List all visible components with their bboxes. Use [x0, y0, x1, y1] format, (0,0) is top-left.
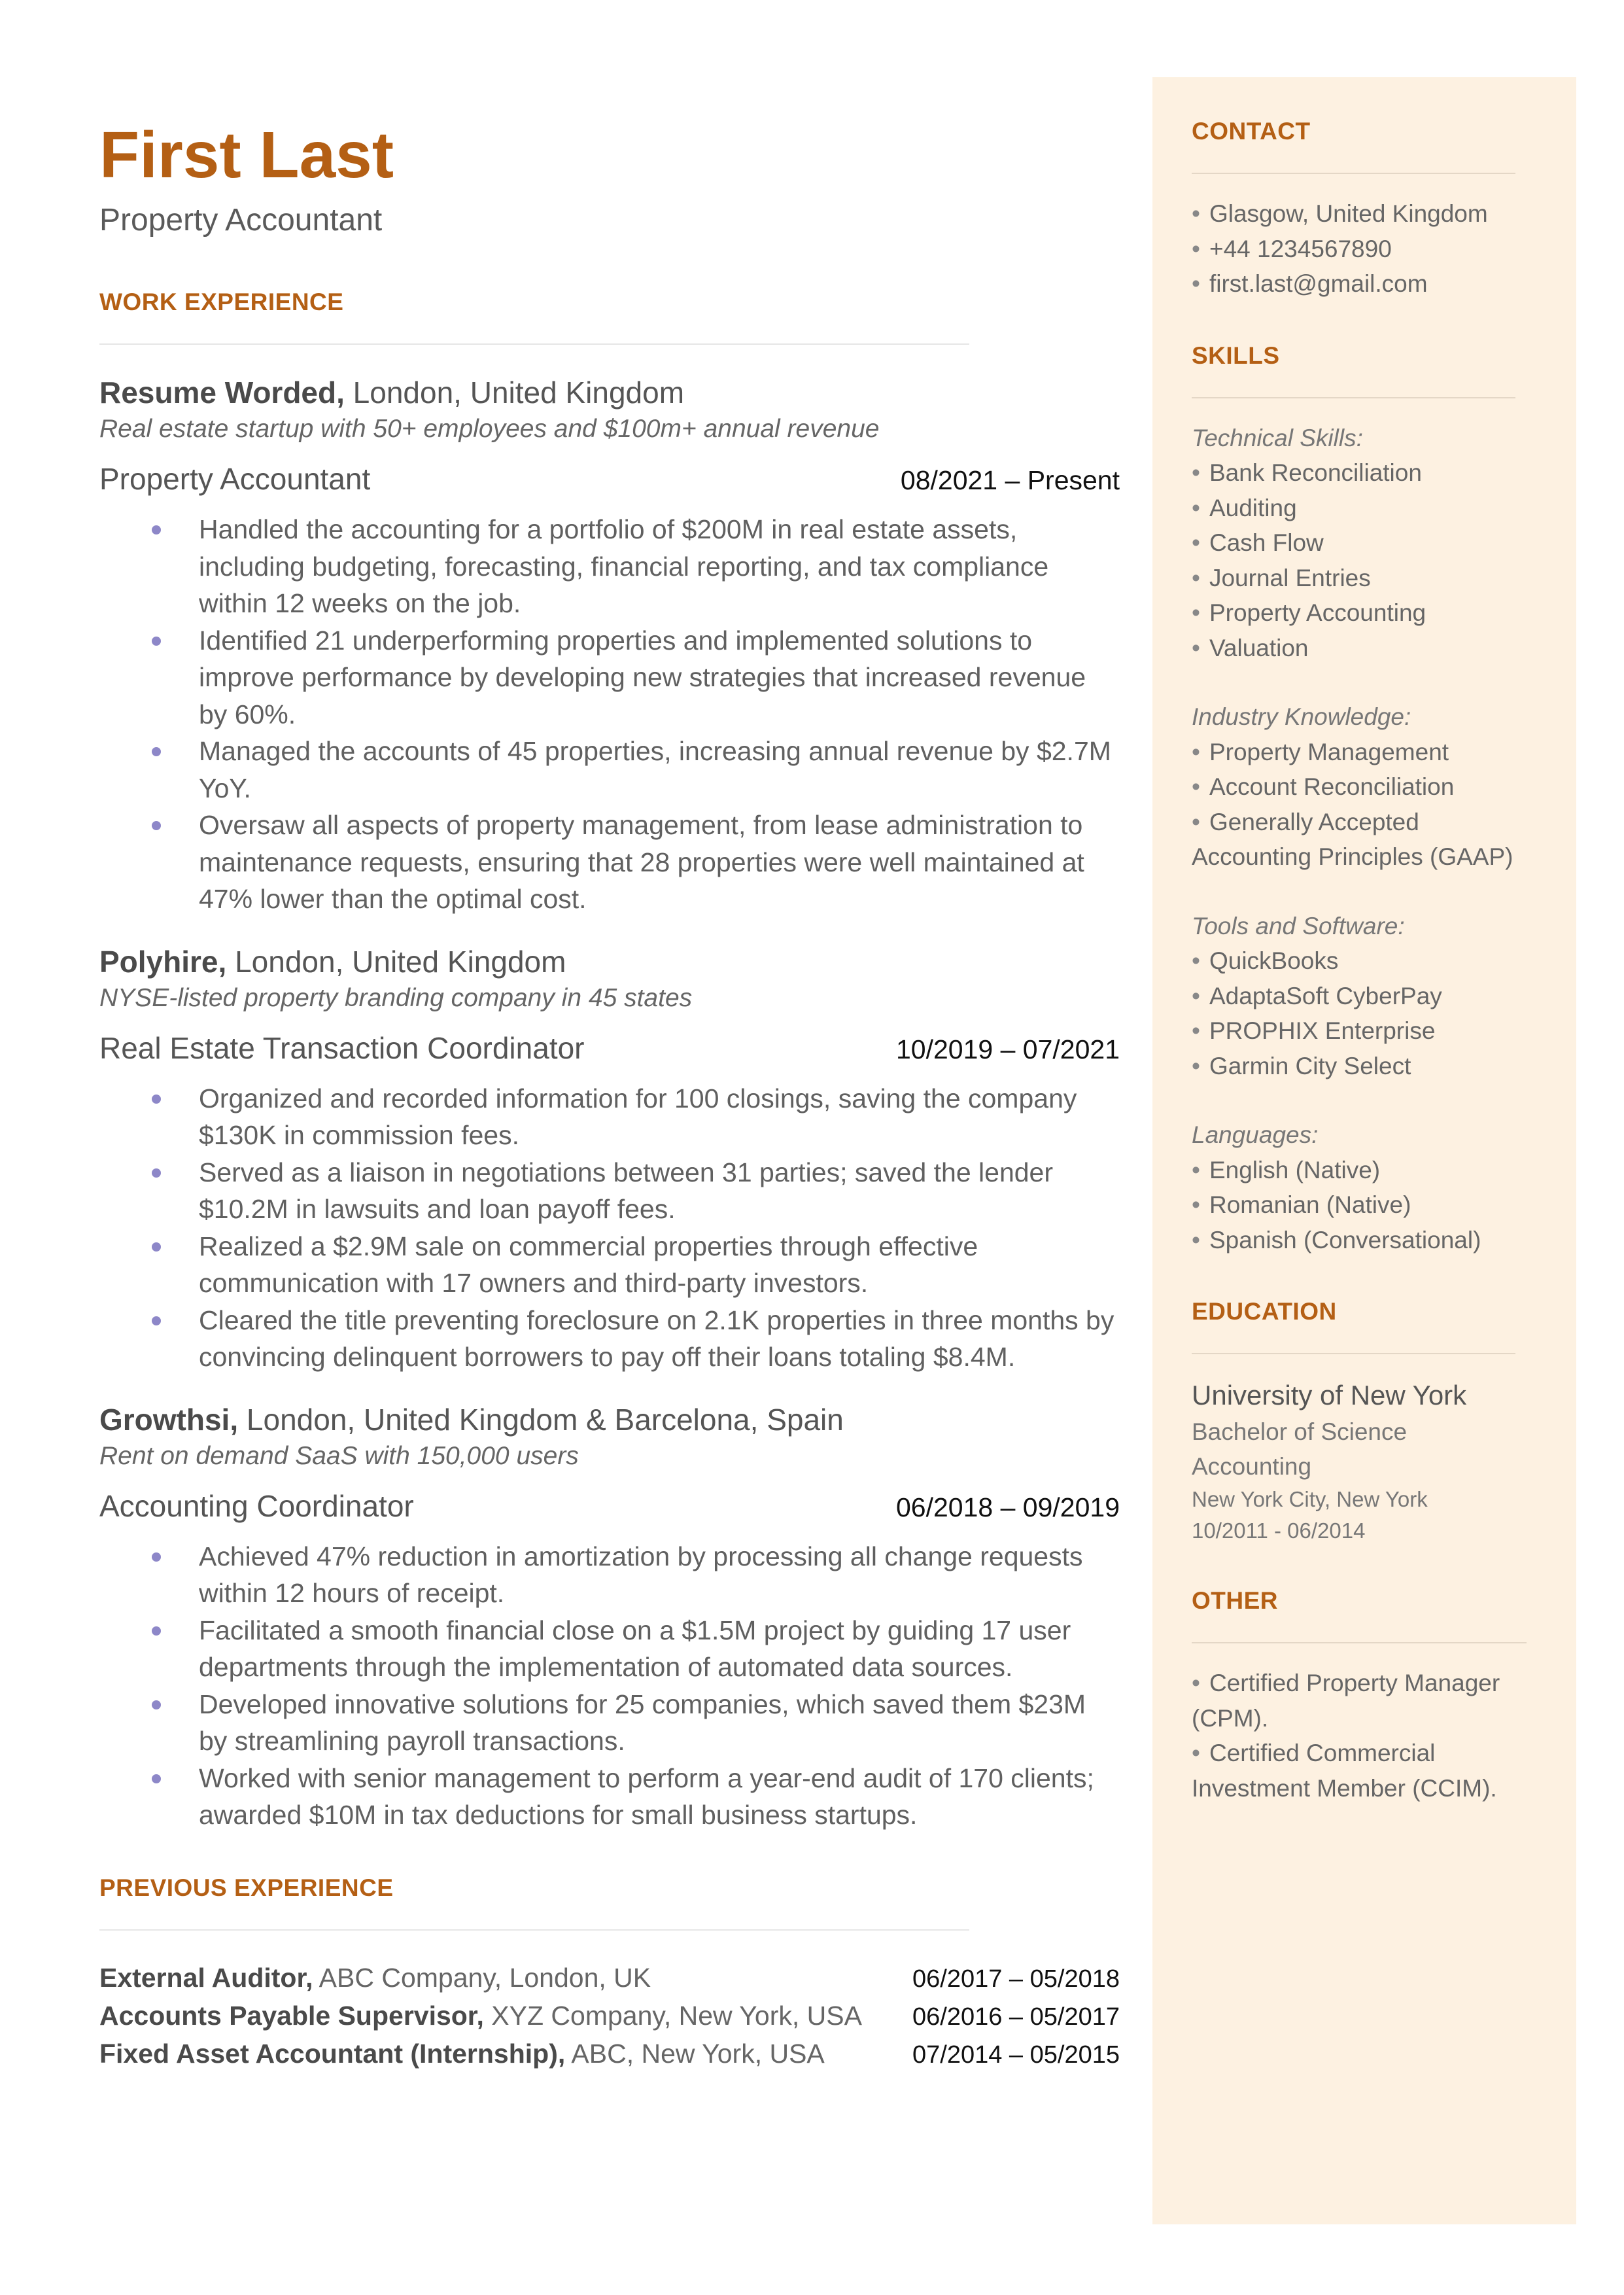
- job-dates: 08/2021 – Present: [900, 465, 1120, 495]
- previous-list: [99, 1959, 1120, 2073]
- candidate-title: Property Accountant: [99, 203, 383, 237]
- sidebar-content: [1192, 116, 1538, 1806]
- job-company-line: [99, 1401, 1120, 1439]
- section-divider: [1192, 1642, 1527, 1643]
- skill-item: [1192, 561, 1538, 596]
- skill-item: [1192, 491, 1538, 526]
- other-list: [1192, 1666, 1538, 1806]
- skill-text: Property Accounting: [1209, 599, 1426, 626]
- skill-text: QuickBooks: [1209, 947, 1339, 974]
- education-section: [1192, 1297, 1538, 1547]
- contact-phone: [1192, 232, 1538, 267]
- other-item: [1192, 1666, 1538, 1736]
- bullet-icon: •: [1192, 564, 1200, 591]
- job-company-line: [99, 374, 1120, 412]
- sidebar: [1152, 77, 1576, 2224]
- section-divider: [99, 1929, 969, 1931]
- previous-title: External Auditor,: [99, 1962, 313, 1993]
- job-bullet: [99, 807, 1120, 918]
- skill-category: Languages:: [1192, 1121, 1319, 1148]
- previous-detail: ABC, New York, USA: [565, 2038, 825, 2069]
- job-bullet-text: Oversaw all aspects of property management, from lease administration to maintenance requests, ensuring that 28 properties were well maintained at 47% lower than the optimal cost.: [199, 810, 1084, 914]
- job-bullet: [99, 1760, 1120, 1834]
- job-location: London, United Kingdom: [226, 944, 566, 979]
- job-bullet-text: Developed innovative solutions for 25 companies, which saved them $23M by streamlining payroll transactions.: [199, 1689, 1086, 1756]
- skill-group-industry: [1192, 699, 1538, 875]
- bullet-dot-icon: [152, 1626, 161, 1636]
- job-bullets: [99, 1080, 1120, 1376]
- job-role: Accounting Coordinator: [99, 1488, 414, 1523]
- job-bullet-text: Organized and recorded information for 100 closings, saving the company $130K in commission fees.: [199, 1083, 1077, 1150]
- job-bullet: [99, 1080, 1120, 1154]
- contact-location-text: Glasgow, United Kingdom: [1209, 200, 1488, 227]
- candidate-name: First Last: [99, 118, 394, 192]
- education-location: New York City, New York: [1192, 1487, 1428, 1511]
- skill-item: [1192, 805, 1538, 875]
- contact-phone-text: +44 1234567890: [1209, 235, 1392, 262]
- bullet-dot-icon: [152, 1552, 161, 1562]
- bullet-icon: •: [1192, 773, 1200, 800]
- job-role: Real Estate Transaction Coordinator: [99, 1030, 585, 1065]
- job-bullet: [99, 1612, 1120, 1686]
- bullet-dot-icon: [152, 821, 161, 830]
- bullet-dot-icon: [152, 1316, 161, 1325]
- skill-text: AdaptaSoft CyberPay: [1209, 982, 1442, 1009]
- job-bullet: [99, 622, 1120, 733]
- job-bullet-text: Handled the accounting for a portfolio of $200M in real estate assets, including budgeting, forecasting, financial reporting, and tax compliance within 12 weeks on the job.: [199, 514, 1049, 618]
- skill-category: Industry Knowledge:: [1192, 703, 1411, 730]
- section-title-work: WORK EXPERIENCE: [99, 289, 344, 315]
- bullet-dot-icon: [152, 1242, 161, 1252]
- job-bullet-text: Managed the accounts of 45 properties, increasing annual revenue by $2.7M YoY.: [199, 736, 1111, 803]
- bullet-icon: •: [1192, 529, 1200, 556]
- bullet-dot-icon: [152, 1774, 161, 1783]
- bullet-icon: •: [1192, 982, 1200, 1009]
- job-bullet: [99, 1302, 1120, 1376]
- bullet-icon: •: [1192, 738, 1200, 765]
- job-bullet: [99, 1686, 1120, 1760]
- job-description: Real estate startup with 50+ employees and $100m+ annual revenue: [99, 415, 880, 443]
- bullet-dot-icon: [152, 1095, 161, 1104]
- skill-item: [1192, 979, 1538, 1014]
- work-experience-section: [99, 287, 1120, 1834]
- previous-role: [99, 1997, 862, 2034]
- bullet-icon: •: [1192, 235, 1200, 262]
- skill-text: PROPHIX Enterprise: [1209, 1017, 1436, 1044]
- skill-item: [1192, 1187, 1538, 1223]
- education-field: Accounting: [1192, 1453, 1312, 1480]
- job-location: London, United Kingdom & Barcelona, Spain: [238, 1402, 844, 1437]
- job-dates: 10/2019 – 07/2021: [896, 1034, 1120, 1064]
- bullet-icon: •: [1192, 1052, 1200, 1079]
- bullet-dot-icon: [152, 1168, 161, 1178]
- skill-text: Spanish (Conversational): [1209, 1226, 1481, 1253]
- previous-title: Accounts Payable Supervisor,: [99, 2000, 484, 2031]
- section-title-other: OTHER: [1192, 1587, 1278, 1614]
- job-bullet: [99, 1538, 1120, 1612]
- job-bullet: [99, 511, 1120, 622]
- job-bullet-text: Cleared the title preventing foreclosure on 2.1K properties in three months by convincing delinquent borrowers to pay off their loans totaling $8.4M.: [199, 1305, 1114, 1372]
- skill-text: Account Reconciliation: [1209, 773, 1455, 800]
- bullet-dot-icon: [152, 637, 161, 646]
- bullet-icon: •: [1192, 200, 1200, 227]
- skill-item: [1192, 631, 1538, 666]
- bullet-icon: •: [1192, 494, 1200, 521]
- skill-item: [1192, 455, 1538, 491]
- skill-text: Romanian (Native): [1209, 1191, 1411, 1218]
- job-bullet-text: Served as a liaison in negotiations between 31 parties; saved the lender $10.2M in lawsuits and loan payoff fees.: [199, 1157, 1054, 1224]
- previous-detail: XYZ Company, New York, USA: [483, 2000, 862, 2031]
- bullet-icon: •: [1192, 808, 1200, 835]
- skill-text: Journal Entries: [1209, 564, 1371, 591]
- skill-text: Auditing: [1209, 494, 1297, 521]
- skill-item: [1192, 1223, 1538, 1258]
- section-divider: [1192, 173, 1515, 174]
- bullet-icon: •: [1192, 1156, 1200, 1183]
- other-text: Certified Property Manager (CPM).: [1192, 1670, 1500, 1732]
- job-bullet-text: Realized a $2.9M sale on commercial properties through effective communication with 17 owners and third-party investors.: [199, 1231, 978, 1298]
- skill-item: [1192, 595, 1538, 631]
- section-divider: [1192, 397, 1515, 398]
- job-bullets: [99, 511, 1120, 918]
- skill-list: [1192, 1153, 1538, 1258]
- job-dates: 06/2018 – 09/2019: [896, 1492, 1120, 1522]
- skill-item: [1192, 735, 1538, 770]
- bullet-dot-icon: [152, 525, 161, 534]
- bullet-icon: •: [1192, 1226, 1200, 1253]
- previous-experience-section: [99, 1873, 1120, 2073]
- contact-section: [1192, 116, 1538, 302]
- previous-dates: 06/2016 – 05/2017: [912, 2003, 1120, 2031]
- job-role-row: [99, 1029, 1120, 1068]
- skill-item: [1192, 1049, 1538, 1084]
- bullet-icon: •: [1192, 634, 1200, 661]
- other-text: Certified Commercial Investment Member (CCIM).: [1192, 1740, 1497, 1802]
- job-bullet: [99, 1154, 1120, 1228]
- education-degree: Bachelor of Science: [1192, 1418, 1408, 1445]
- skill-list: [1192, 455, 1538, 665]
- job-company: Resume Worded,: [99, 376, 345, 410]
- skill-item: [1192, 1013, 1538, 1049]
- job-bullet-text: Worked with senior management to perform a year-end audit of 170 clients; awarded $10M in tax deductions for small business startups.: [199, 1762, 1094, 1830]
- bullet-dot-icon: [152, 747, 161, 756]
- previous-detail: ABC Company, London, UK: [313, 1962, 651, 1993]
- job-description: Rent on demand SaaS with 150,000 users: [99, 1441, 579, 1470]
- skill-category: Technical Skills:: [1192, 424, 1363, 451]
- previous-dates: 06/2017 – 05/2018: [912, 1965, 1120, 1993]
- main-column: [99, 118, 1120, 2073]
- bullet-icon: •: [1192, 1740, 1200, 1766]
- previous-row: [99, 1997, 1120, 2035]
- other-section: [1192, 1586, 1538, 1806]
- skill-item: [1192, 769, 1538, 805]
- job-company-line: [99, 943, 1120, 981]
- skill-text: Valuation: [1209, 634, 1309, 661]
- job-location: London, United Kingdom: [344, 376, 685, 410]
- skill-text: Generally Accepted Accounting Principles (GAAP): [1192, 808, 1513, 870]
- job-bullet-text: Identified 21 underperforming properties and implemented solutions to improve performance by developing new strategies that increased revenue by 60%.: [199, 625, 1086, 729]
- skills-groups: [1192, 421, 1538, 1258]
- job-role-row: [99, 1487, 1120, 1526]
- skill-category: Tools and Software:: [1192, 912, 1405, 939]
- skill-group-technical: [1192, 421, 1538, 666]
- skill-group-languages: [1192, 1117, 1538, 1257]
- education-school: University of New York: [1192, 1380, 1467, 1410]
- previous-dates: 07/2014 – 05/2015: [912, 2041, 1120, 2069]
- skill-item: [1192, 525, 1538, 561]
- education-dates: 10/2011 - 06/2014: [1192, 1518, 1366, 1543]
- job-bullet-text: Achieved 47% reduction in amortization by processing all change requests within 12 hours of receipt.: [199, 1541, 1083, 1608]
- skill-text: English (Native): [1209, 1156, 1381, 1183]
- job-bullet-text: Facilitated a smooth financial close on a $1.5M project by guiding 17 user departments through the implementation of automated data sources.: [199, 1615, 1071, 1682]
- bullet-icon: •: [1192, 459, 1200, 486]
- job-role: Property Accountant: [99, 462, 371, 496]
- skill-group-tools: [1192, 909, 1538, 1084]
- bullet-icon: •: [1192, 1017, 1200, 1044]
- job-company: Growthsi,: [99, 1402, 239, 1437]
- job-entry: [99, 374, 1120, 918]
- bullet-icon: •: [1192, 1670, 1200, 1696]
- skill-list: [1192, 943, 1538, 1083]
- job-bullets: [99, 1538, 1120, 1834]
- contact-list: [1192, 196, 1538, 302]
- skill-item: [1192, 1153, 1538, 1188]
- section-title-previous: PREVIOUS EXPERIENCE: [99, 1874, 394, 1901]
- bullet-icon: •: [1192, 947, 1200, 974]
- previous-row: [99, 1959, 1120, 1997]
- bullet-icon: •: [1192, 1191, 1200, 1218]
- bullet-icon: •: [1192, 270, 1200, 297]
- section-title-contact: CONTACT: [1192, 118, 1311, 145]
- previous-role: [99, 2035, 825, 2072]
- job-role-row: [99, 460, 1120, 499]
- skill-text: Property Management: [1209, 738, 1449, 765]
- skill-text: Cash Flow: [1209, 529, 1324, 556]
- section-divider: [99, 343, 969, 345]
- bullet-icon: •: [1192, 599, 1200, 626]
- job-entry: [99, 1401, 1120, 1834]
- bullet-dot-icon: [152, 1700, 161, 1709]
- other-item: [1192, 1736, 1538, 1806]
- skill-list: [1192, 735, 1538, 875]
- contact-email-text: first.last@gmail.com: [1209, 270, 1428, 297]
- previous-row: [99, 2035, 1120, 2073]
- job-bullet: [99, 1228, 1120, 1302]
- job-bullet: [99, 733, 1120, 807]
- previous-title: Fixed Asset Accountant (Internship),: [99, 2038, 566, 2069]
- job-company: Polyhire,: [99, 944, 227, 979]
- skills-section: [1192, 341, 1538, 1258]
- skill-text: Garmin City Select: [1209, 1052, 1411, 1079]
- contact-location: [1192, 196, 1538, 232]
- skill-text: Bank Reconciliation: [1209, 459, 1422, 486]
- previous-role: [99, 1959, 651, 1996]
- skill-item: [1192, 943, 1538, 979]
- section-divider: [1192, 1353, 1515, 1354]
- section-title-education: EDUCATION: [1192, 1298, 1337, 1325]
- section-title-skills: SKILLS: [1192, 342, 1280, 369]
- job-entry: [99, 943, 1120, 1376]
- contact-email: [1192, 266, 1538, 302]
- job-description: NYSE-listed property branding company in 45 states: [99, 983, 693, 1012]
